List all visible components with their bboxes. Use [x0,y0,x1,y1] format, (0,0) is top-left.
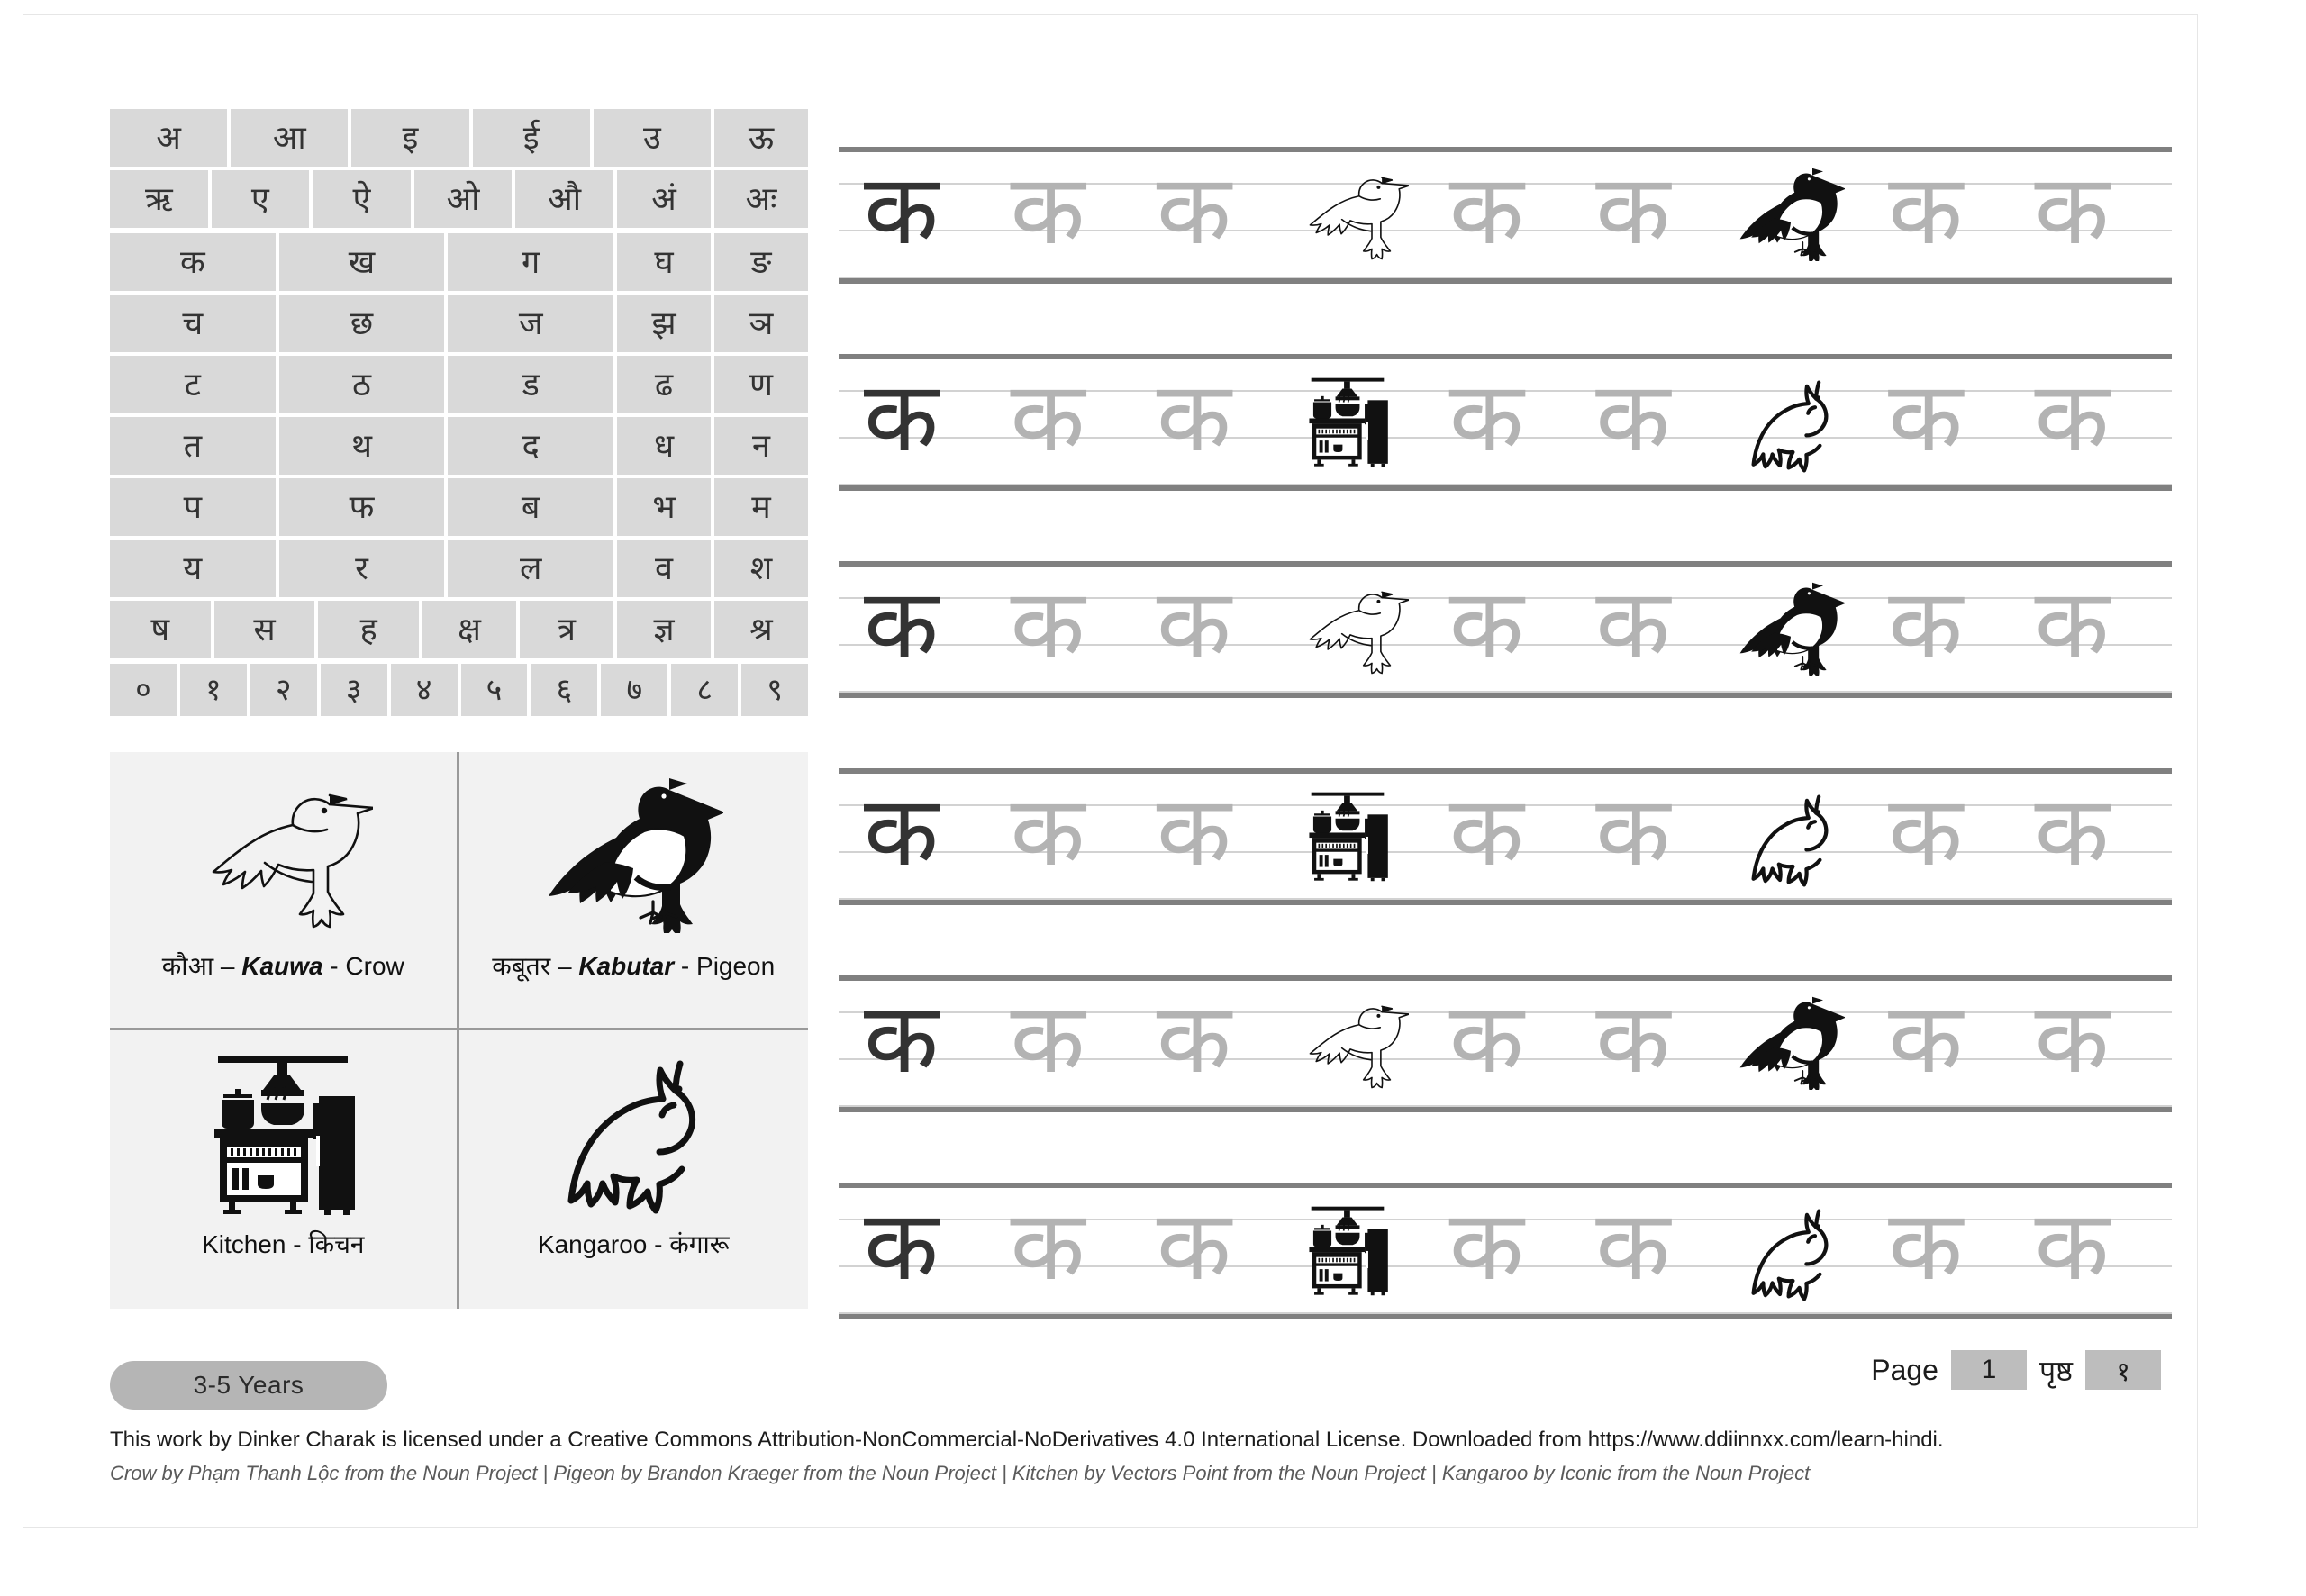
page-label-hi: पृष्ठ [2038,1354,2073,1387]
alphabet-cell: ढ [617,356,711,413]
alphabet-cell: ग [448,233,613,291]
practice-letter-slot [1148,768,1294,905]
practice-letter-model: क [864,1191,939,1300]
alphabet-cell: झ [617,295,711,352]
practice-slot-row [855,561,2172,698]
practice-letter-slot [2026,147,2172,284]
alphabet-reference [110,109,808,721]
practice-slot-row [855,768,2172,905]
practice-icon-slot [1294,975,1439,1112]
alphabet-cell: क्ष [422,601,516,658]
alphabet-cell: ई [473,109,590,167]
alphabet-cell: ९ [741,664,808,716]
alphabet-cell: व [617,540,711,597]
card-dash2: - [654,1230,663,1258]
card-roman: Kauwa [241,952,323,980]
alphabet-row [110,295,808,352]
practice-letter-trace: क [1595,362,1671,471]
card-english: Kitchen [202,1230,286,1258]
practice-letter-slot [2026,561,2172,698]
practice-letter-trace: क [1595,155,1671,264]
practice-letter-slot [1440,147,1586,284]
alphabet-cell: प [110,478,276,536]
alphabet-row [110,478,808,536]
alphabet-cell: ३ [321,664,387,716]
practice-letter-slot [2026,354,2172,491]
practice-letter-slot [1586,147,1732,284]
numeral-block [110,664,808,716]
alphabet-cell: ट [110,356,276,413]
picture-card-crow [110,752,459,1030]
practice-icon-slot [1733,768,1879,905]
alphabet-cell: छ [279,295,445,352]
alphabet-cell: ८ [671,664,738,716]
picture-card-grid [110,752,808,1309]
practice-letter-trace: क [1595,1191,1671,1300]
practice-letter-slot [1586,975,1732,1112]
pigeon-icon [543,768,723,939]
alphabet-cell: ध [617,417,711,475]
card-dash2: - [680,952,690,980]
practice-letter-slot [1879,354,2025,491]
kitchen-icon [1297,1202,1398,1296]
page-label-en: Page [1871,1353,1938,1386]
practice-letter-trace: क [2034,984,2110,1093]
practice-slot-row [855,1183,2172,1319]
alphabet-row [110,109,808,167]
practice-letter-trace: क [1156,569,1231,678]
alphabet-cell: ६ [531,664,597,716]
practice-icon-slot [1294,354,1439,491]
card-roman: Kabutar [578,952,675,980]
practice-letter-slot [1148,354,1294,491]
alphabet-cell: ज [448,295,613,352]
practice-letter-trace: क [1888,155,1964,264]
alphabet-cell: इ [351,109,468,167]
consonant-block [110,233,808,658]
kangaroo-icon [1737,788,1845,888]
alphabet-cell: ङ [714,233,808,291]
practice-icon-slot [1733,147,1879,284]
practice-letter-trace: क [1156,362,1231,471]
alphabet-cell: न [714,417,808,475]
alphabet-row [110,540,808,597]
practice-row[interactable] [839,523,2172,705]
alphabet-cell: ५ [461,664,528,716]
practice-icon-slot [1733,354,1879,491]
alphabet-row [110,170,808,228]
alphabet-cell: श्र [714,601,808,658]
alphabet-cell: ल [448,540,613,597]
practice-letter-slot [855,354,1001,491]
practice-letter-model: क [864,776,939,885]
practice-letter-trace: क [1888,776,1964,885]
crow-icon [1297,167,1409,261]
practice-letter-trace: क [1010,776,1085,885]
practice-letter-slot [2026,1183,2172,1319]
alphabet-cell: ह [318,601,419,658]
practice-row[interactable] [839,938,2172,1120]
practice-letter-slot [1148,561,1294,698]
alphabet-cell: ञ [714,295,808,352]
practice-letter-trace: क [1010,362,1085,471]
practice-letter-slot [1001,975,1147,1112]
practice-letter-trace: क [2034,155,2110,264]
kangaroo-icon [1737,374,1845,474]
alphabet-cell: अ [110,109,227,167]
practice-letter-trace: क [1156,155,1231,264]
alphabet-row [110,417,808,475]
card-dash: – [220,952,235,980]
practice-icon-slot [1294,147,1439,284]
alphabet-cell: ० [110,664,177,716]
practice-letter-model: क [864,984,939,1093]
practice-letter-slot [2026,768,2172,905]
age-badge [110,1361,387,1410]
practice-icon-slot [1733,975,1879,1112]
alphabet-cell: क [110,233,276,291]
alphabet-cell: त्र [520,601,613,658]
page-number-en: 1 [1951,1350,2027,1390]
alphabet-row [110,356,808,413]
practice-letter-model: क [864,155,939,264]
crow-icon [1297,995,1409,1090]
practice-icon-slot [1294,1183,1439,1319]
alphabet-cell: ठ [279,356,445,413]
picture-card-label [162,948,404,983]
alphabet-cell: भ [617,478,711,536]
practice-letter-slot [1001,1183,1147,1319]
practice-letter-slot [855,1183,1001,1319]
practice-letter-slot [1001,354,1147,491]
picture-card-label [492,948,775,983]
practice-letter-slot [2026,975,2172,1112]
alphabet-cell: १ [180,664,247,716]
practice-letter-slot [1001,147,1147,284]
alphabet-cell: ब [448,478,613,536]
kangaroo-icon [1737,1202,1845,1302]
alphabet-cell: ४ [391,664,458,716]
practice-letter-trace: क [1448,1191,1524,1300]
alphabet-cell: ज्ञ [617,601,711,658]
practice-letter-trace: क [1448,984,1524,1093]
alphabet-cell: फ [279,478,445,536]
picture-card-pigeon [459,752,809,1030]
practice-letter-slot [1148,147,1294,284]
practice-row[interactable] [839,109,2172,291]
practice-letter-trace: क [2034,776,2110,885]
practice-letter-slot [1440,354,1586,491]
practice-letter-trace: क [1888,362,1964,471]
picture-card-label [202,1227,364,1261]
card-english: Kangaroo [537,1230,648,1258]
alphabet-cell: स [214,601,315,658]
vowel-block [110,109,808,228]
crow-icon [1297,581,1409,676]
alphabet-cell: द [448,417,613,475]
practice-letter-trace: क [2034,362,2110,471]
pager [1871,1350,2161,1390]
alphabet-cell: य [110,540,276,597]
practice-letter-slot [1586,561,1732,698]
practice-letter-trace: क [1448,569,1524,678]
alphabet-cell: ड [448,356,613,413]
practice-letter-slot [1879,975,2025,1112]
practice-letter-slot [1586,1183,1732,1319]
practice-letter-trace: क [1010,569,1085,678]
card-english: Crow [345,952,404,980]
alphabet-row [110,233,808,291]
practice-letter-slot [1586,354,1732,491]
practice-letter-model: क [864,362,939,471]
practice-letter-trace: क [1448,776,1524,885]
alphabet-cell: २ [250,664,317,716]
practice-letter-slot [1440,768,1586,905]
practice-letter-trace: क [1010,155,1085,264]
alphabet-cell: र [279,540,445,597]
footer [110,1428,2161,1485]
alphabet-cell: उ [594,109,711,167]
practice-letter-slot [1148,975,1294,1112]
picture-card-kitchen [110,1030,459,1309]
practice-letter-model: क [864,569,939,678]
practice-area [839,109,2172,1352]
practice-letter-slot [1001,768,1147,905]
practice-icon-slot [1733,1183,1879,1319]
credits-text: Crow by Phạm Thanh Lộc from the Noun Project | Pigeon by Brandon Kraeger from the Noun Project | Kitchen by Vectors Point from the Noun Project | Kangaroo by Iconic from the Noun Project [110,1462,1811,1484]
practice-letter-trace: क [1448,362,1524,471]
license-text: This work by Dinker Charak is licensed under a Creative Commons Attribution-NonCommercial-NoDerivatives 4.0 International License. Downloaded from https://www.ddiinnxx.com/learn-hindi. [110,1428,1944,1452]
alphabet-cell: म [714,478,808,536]
kitchen-icon [1297,374,1398,467]
practice-row[interactable] [839,730,2172,912]
practice-letter-trace: क [1010,1191,1085,1300]
practice-slot-row [855,147,2172,284]
practice-icon-slot [1294,768,1439,905]
practice-letter-slot [1440,561,1586,698]
alphabet-cell: ख [279,233,445,291]
age-badge-label: 3-5 Years [193,1371,304,1399]
page-number-hi: १ [2085,1350,2161,1390]
alphabet-cell: च [110,295,276,352]
card-dash2: - [330,952,339,980]
pigeon-icon [1737,581,1845,676]
alphabet-cell: ऊ [714,109,808,167]
alphabet-cell: ७ [601,664,667,716]
practice-letter-trace: क [1595,776,1671,885]
card-devanagari: कबूतर [492,952,551,980]
alphabet-cell: त [110,417,276,475]
practice-letter-trace: क [1156,984,1231,1093]
card-devanagari: कौआ [161,952,214,980]
practice-letter-trace: क [1156,1191,1231,1300]
alphabet-cell: ए [212,170,310,228]
alphabet-cell: श [714,540,808,597]
alphabet-cell: ऋ [110,170,208,228]
crow-icon [193,768,373,939]
kangaroo-icon [543,1047,723,1218]
practice-letter-slot [855,768,1001,905]
card-dash2: - [293,1230,302,1258]
practice-letter-slot [1148,1183,1294,1319]
alphabet-cell: अः [714,170,808,228]
alphabet-row [110,664,808,716]
alphabet-cell: अं [617,170,711,228]
practice-row[interactable] [839,316,2172,498]
practice-letter-trace: क [1595,569,1671,678]
practice-letter-trace: क [2034,569,2110,678]
alphabet-cell: औ [515,170,613,228]
practice-letter-trace: क [1595,984,1671,1093]
card-devanagari: किचन [308,1230,365,1258]
practice-letter-trace: क [1156,776,1231,885]
picture-card-label [538,1227,730,1261]
alphabet-cell: ण [714,356,808,413]
kitchen-icon [193,1047,373,1218]
practice-row[interactable] [839,1145,2172,1327]
worksheet-page [23,14,2198,1528]
practice-letter-slot [1440,1183,1586,1319]
practice-icon-slot [1733,561,1879,698]
practice-letter-trace: क [2034,1191,2110,1300]
practice-letter-slot [855,975,1001,1112]
practice-letter-slot [1879,561,2025,698]
practice-letter-trace: क [1888,1191,1964,1300]
alphabet-row [110,601,808,658]
practice-letter-trace: क [1010,984,1085,1093]
practice-letter-slot [855,561,1001,698]
practice-letter-slot [1001,561,1147,698]
alphabet-cell: ओ [414,170,513,228]
card-english: Pigeon [696,952,776,980]
practice-letter-trace: क [1888,569,1964,678]
alphabet-cell: थ [279,417,445,475]
card-devanagari: कंगारू [669,1230,730,1258]
practice-slot-row [855,354,2172,491]
kitchen-icon [1297,788,1398,882]
practice-letter-slot [1440,975,1586,1112]
practice-letter-slot [1586,768,1732,905]
card-dash: – [557,952,572,980]
alphabet-cell: घ [617,233,711,291]
practice-slot-row [855,975,2172,1112]
practice-letter-slot [1879,147,2025,284]
practice-letter-slot [1879,768,2025,905]
pigeon-icon [1737,995,1845,1090]
alphabet-cell: ष [110,601,211,658]
practice-letter-slot [855,147,1001,284]
pigeon-icon [1737,167,1845,261]
alphabet-cell: ऐ [313,170,411,228]
alphabet-cell: आ [231,109,348,167]
practice-letter-trace: क [1448,155,1524,264]
practice-letter-trace: क [1888,984,1964,1093]
picture-card-kangaroo [459,1030,809,1309]
practice-icon-slot [1294,561,1439,698]
practice-letter-slot [1879,1183,2025,1319]
